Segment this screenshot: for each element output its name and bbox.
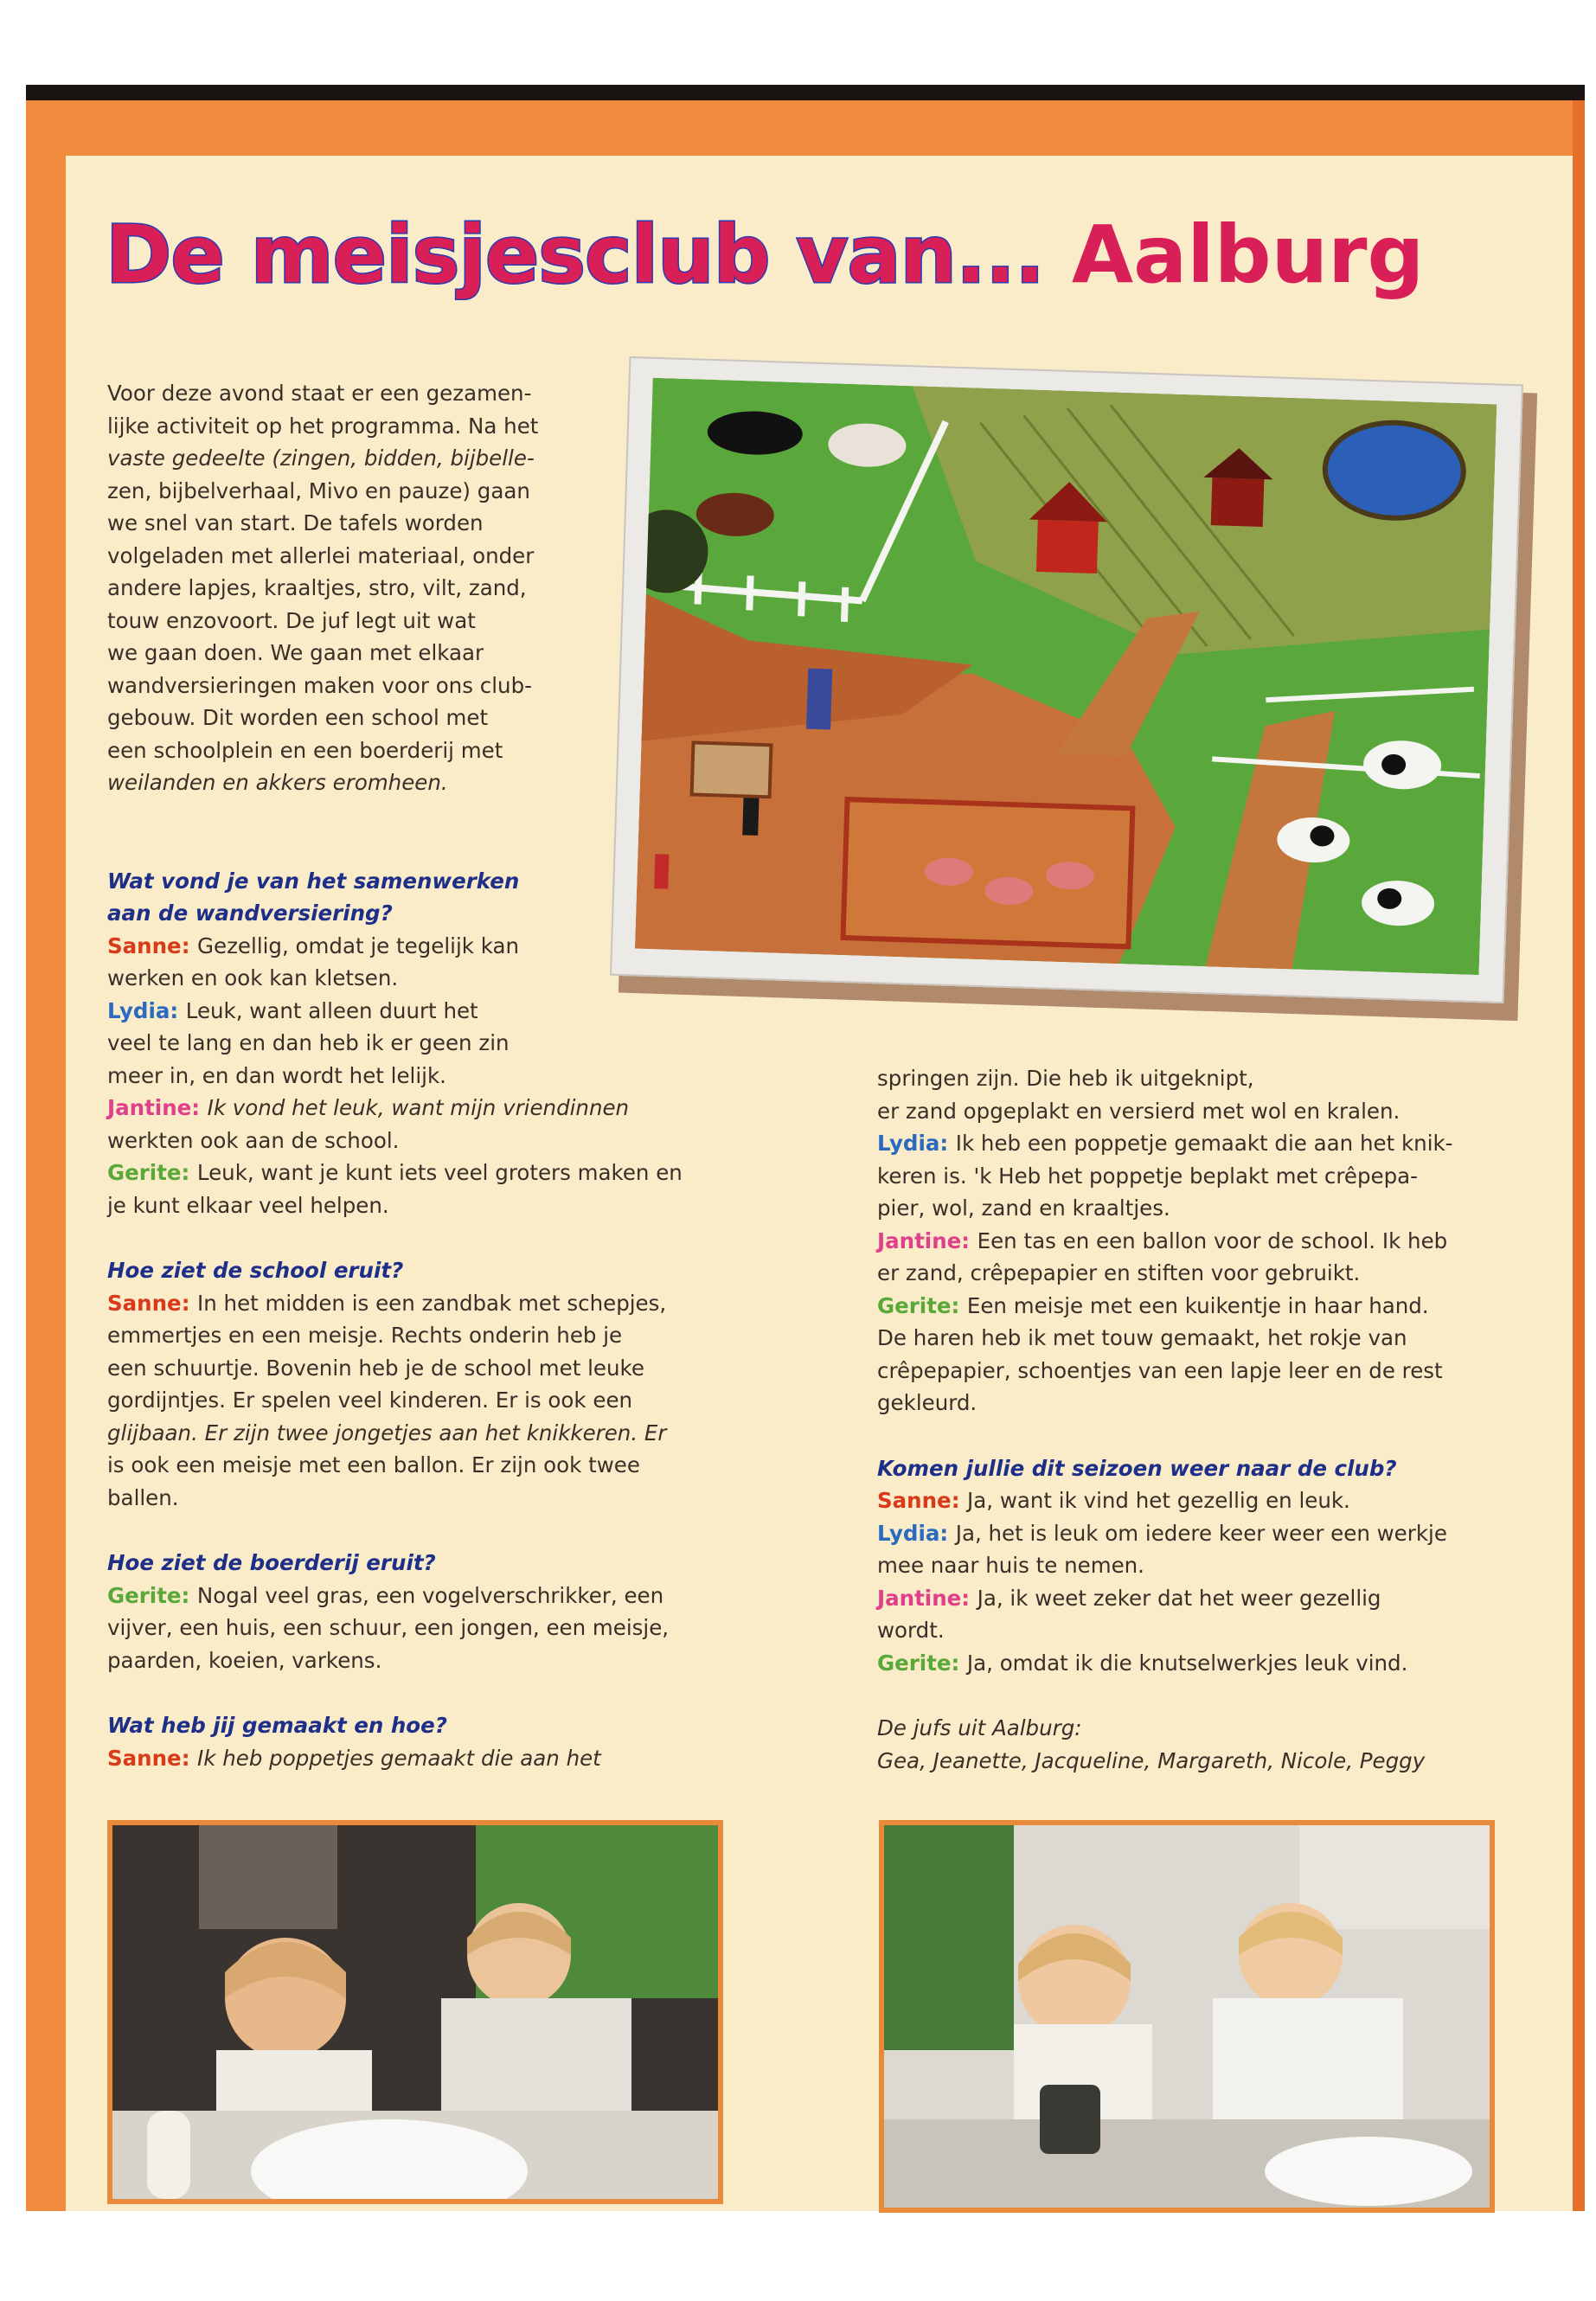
answer-text: Ik vond het leuk, want mijn vriendinnen: [207, 1095, 630, 1120]
speaker-lydia: Lydia: [877, 1131, 940, 1156]
answer-text: gordijntjes. Er spelen veel kinderen. Er is ook een: [107, 1388, 633, 1413]
answer-text: keren is. 'k Heb het poppetje beplakt met crêpepa-: [877, 1163, 1419, 1189]
speaker-gerite: Gerite: [877, 1650, 952, 1676]
right-column: springen zijn. Die heb ik uitgeknipt, er zand opgeplakt en versierd met wol en kralen. Lydia: Ik heb een poppetje gemaakt die aan het knik- keren is. 'k Heb het poppetje beplakt met crêpepa- pier, wol, zand en kraaltjes. Jantine: Een tas en een ballon voor de school. Ik heb er zand, crêpepapier en stiften voor gebruikt. Gerite: Een meisje met een kuikentje in haar hand. De haren heb ik met touw gemaakt, het rokje van crêpepapier, schoentjes van een lapje leer en de rest gekleurd. Komen jullie dit seizoen weer naar de club? Sanne: Ja, want ik vind het gezellig en leuk. Lydia: Ja, het is leuk om iedere keer weer een werkje mee naar huis te nemen. Jantine: Ja, ik weet zeker dat het weer gezellig wordt. Gerite: Ja, omdat ik die knutselwerkjes leuk vind. De jufs uit Aalburg: Gea, Jeanette, Jacqueline, Margareth, Nicole, Peggy: [877, 1062, 1535, 1777]
farm-school-artwork: [635, 378, 1497, 975]
intro-line: andere lapjes, kraaltjes, stro, vilt, zand,: [107, 575, 527, 600]
intro-line: touw enzovoort. De juf legt uit wat: [107, 607, 476, 633]
intro-line: lijke activiteit op het programma. Na het: [107, 413, 539, 439]
answer-text: werken en ook kan kletsen.: [107, 965, 399, 990]
speaker-lydia: Lydia: [877, 1520, 940, 1546]
q1-question: Wat vond je van het samenwerken: [107, 868, 520, 894]
speaker-gerite: Gerite: [107, 1582, 182, 1608]
answer-text: een schuurtje. Bovenin heb je de school met leuke: [107, 1355, 644, 1381]
title-part1: De meisjesclub van...: [106, 208, 1044, 301]
photo-right-image: [884, 1825, 1490, 2208]
answer-text: crêpepapier, schoentjes van een lapje leer en de rest: [877, 1357, 1443, 1383]
right-edge-strip: [1573, 100, 1585, 2211]
answer-text: vijver, een huis, een schuur, een jongen, een meisje,: [107, 1615, 670, 1640]
speaker-gerite: Gerite: [107, 1160, 182, 1185]
title-part2: Aalburg: [1071, 208, 1425, 301]
answer-text: Nogal veel gras, een vogelverschrikker, een: [196, 1582, 664, 1608]
signoff: [877, 1712, 1535, 1777]
intro-line: weilanden en akkers eromheen.: [107, 770, 448, 795]
answer-text: gekleurd.: [877, 1390, 977, 1415]
answer-text: glijbaan. Er zijn twee jongetjes aan het knikkeren. Er: [107, 1420, 667, 1445]
answer-text: In het midden is een zandbak met schepjes,: [197, 1290, 667, 1316]
page-title: [106, 199, 1455, 311]
speaker-sanne: Sanne: [107, 1745, 182, 1771]
answer-text: werkten ook aan de school.: [107, 1127, 400, 1153]
speaker-jantine: Jantine: [877, 1585, 962, 1611]
photo-girls-crafting-left: [107, 1820, 723, 2204]
q5-question: Komen jullie dit seizoen weer naar de club?: [877, 1455, 1397, 1481]
answer-text: Een tas en een ballon voor de school. Ik heb: [977, 1227, 1448, 1253]
answer-text: Ja, het is leuk om iedere keer weer een werkje: [955, 1520, 1447, 1546]
answer-text: er zand opgeplakt en versierd met wol en kralen.: [877, 1098, 1401, 1124]
speaker-gerite: Gerite: [877, 1292, 952, 1318]
answer-text: springen zijn. Die heb ik uitgeknipt,: [877, 1066, 1254, 1091]
photo-left-image: [112, 1825, 718, 2199]
answer-text: er zand, crêpepapier en stiften voor gebruikt.: [877, 1260, 1361, 1285]
speaker-sanne: Sanne: [107, 933, 182, 958]
answer-text: Ik heb poppetjes gemaakt die aan het: [197, 1745, 601, 1771]
q4-section: Wat heb jij gemaakt en hoe? Sanne: Ik heb poppetjes gemaakt die aan het: [107, 1709, 730, 1774]
intro-line: gebouw. Dit worden een school met: [107, 705, 489, 730]
q2-question: Hoe ziet de school eruit?: [107, 1258, 404, 1283]
answer-text: meer in, en dan wordt het lelijk.: [107, 1062, 446, 1088]
answer-text: pier, wol, zand en kraaltjes.: [877, 1195, 1170, 1221]
answer-text: je kunt elkaar veel helpen.: [107, 1192, 389, 1218]
answer-text: Ja, omdat ik die knutselwerkjes leuk vind.: [966, 1650, 1408, 1676]
intro-line: Voor deze avond staat er een gezamen-: [107, 381, 532, 406]
answer-text: Gezellig, omdat je tegelijk kan: [197, 933, 520, 958]
answer-text: veel te lang en dan heb ik er geen zin: [107, 1030, 510, 1055]
intro-line: een schoolplein en een boerderij met: [107, 737, 503, 763]
answer-text: wordt.: [877, 1618, 945, 1643]
q4-question: Wat heb jij gemaakt en hoe?: [107, 1713, 447, 1738]
intro-line: wandversieringen maken voor ons club-: [107, 672, 532, 698]
intro-line: we gaan doen. We gaan met elkaar: [107, 640, 484, 665]
speaker-jantine: Jantine: [107, 1095, 192, 1120]
intro-line: vaste gedeelte (zingen, bidden, bijbelle-: [107, 445, 535, 471]
signoff-line: De jufs uit Aalburg:: [877, 1715, 1082, 1740]
q1-section: Wat vond je van het samenwerken aan de wandversiering? Sanne: Gezellig, omdat je tegelijk kan werken en ook kan kletsen. Lydia: Leuk, want alleen duurt het veel te lang en dan heb ik er geen zin meer in, en dan wordt het lelijk. Jantine: Ik vond het leuk, want mijn vriendinnen werkten ook aan de school. Gerite: Leuk, want je kunt iets veel groters maken en je kunt elkaar veel helpen.: [107, 865, 730, 1222]
answer-text: De haren heb ik met touw gemaakt, het rokje van: [877, 1325, 1407, 1350]
intro-line: we snel van start. De tafels worden: [107, 510, 484, 535]
answer-text: paarden, koeien, varkens.: [107, 1647, 382, 1673]
q5-section: Komen jullie dit seizoen weer naar de club? Sanne: Ja, want ik vind het gezellig en leuk. Lydia: Ja, het is leuk om iedere keer weer een werkje mee naar huis te nemen. Jantine: Ja, ik weet zeker dat het weer gezellig wordt. Gerite: Ja, omdat ik die knutselwerkjes leuk vind.: [877, 1452, 1535, 1680]
answer-text: Ik heb een poppetje gemaakt die aan het knik-: [955, 1131, 1453, 1156]
answer-text: mee naar huis te nemen.: [877, 1553, 1144, 1578]
answer-text: Leuk, want alleen duurt het: [185, 997, 478, 1023]
answer-text: ballen.: [107, 1484, 179, 1510]
top-edge-bar: [26, 85, 1585, 100]
speaker-lydia: Lydia: [107, 997, 170, 1023]
answer-text: Ja, want ik vind het gezellig en leuk.: [967, 1488, 1350, 1513]
answer-text: Een meisje met een kuikentje in haar hand.: [966, 1292, 1429, 1318]
photo-girls-crafting-right: [879, 1820, 1495, 2213]
intro-line: volgeladen met allerlei materiaal, onder: [107, 542, 535, 568]
signoff-names: Gea, Jeanette, Jacqueline, Margareth, Nicole, Peggy: [877, 1747, 1426, 1773]
q2-section: Hoe ziet de school eruit? Sanne: In het midden is een zandbak met schepjes, emmertjes en een meisje. Rechts onderin heb je een schuurtje. Bovenin heb je de school met leuke gordijntjes. Er spelen veel kinderen. Er is ook een glijbaan. Er zijn twee jongetjes aan het knikkeren. Er is ook een meisje met een ballon. Er zijn ook twee ballen.: [107, 1254, 730, 1514]
q3-section: Hoe ziet de boerderij eruit? Gerite: Nogal veel gras, een vogelverschrikker, een vijver, een huis, een schuur, een jongen, een meisje, paarden, koeien, varkens.: [107, 1547, 730, 1676]
answer-text: is ook een meisje met een ballon. Er zijn ook twee: [107, 1452, 640, 1477]
answer-text: Leuk, want je kunt iets veel groters maken en: [196, 1160, 683, 1185]
speaker-jantine: Jantine: [877, 1227, 962, 1253]
intro-line: zen, bijbelverhaal, Mivo en pauze) gaan: [107, 478, 530, 503]
q3-question: Hoe ziet de boerderij eruit?: [107, 1550, 436, 1575]
answer-text: Ja, ik weet zeker dat het weer gezellig: [977, 1585, 1381, 1611]
q1-question: aan de wandversiering?: [107, 901, 393, 926]
answer-text: emmertjes en een meisje. Rechts onderin heb je: [107, 1323, 623, 1348]
wall-decoration-photo: [610, 356, 1523, 1003]
speaker-sanne: Sanne: [877, 1488, 952, 1513]
speaker-sanne: Sanne: [107, 1290, 182, 1316]
